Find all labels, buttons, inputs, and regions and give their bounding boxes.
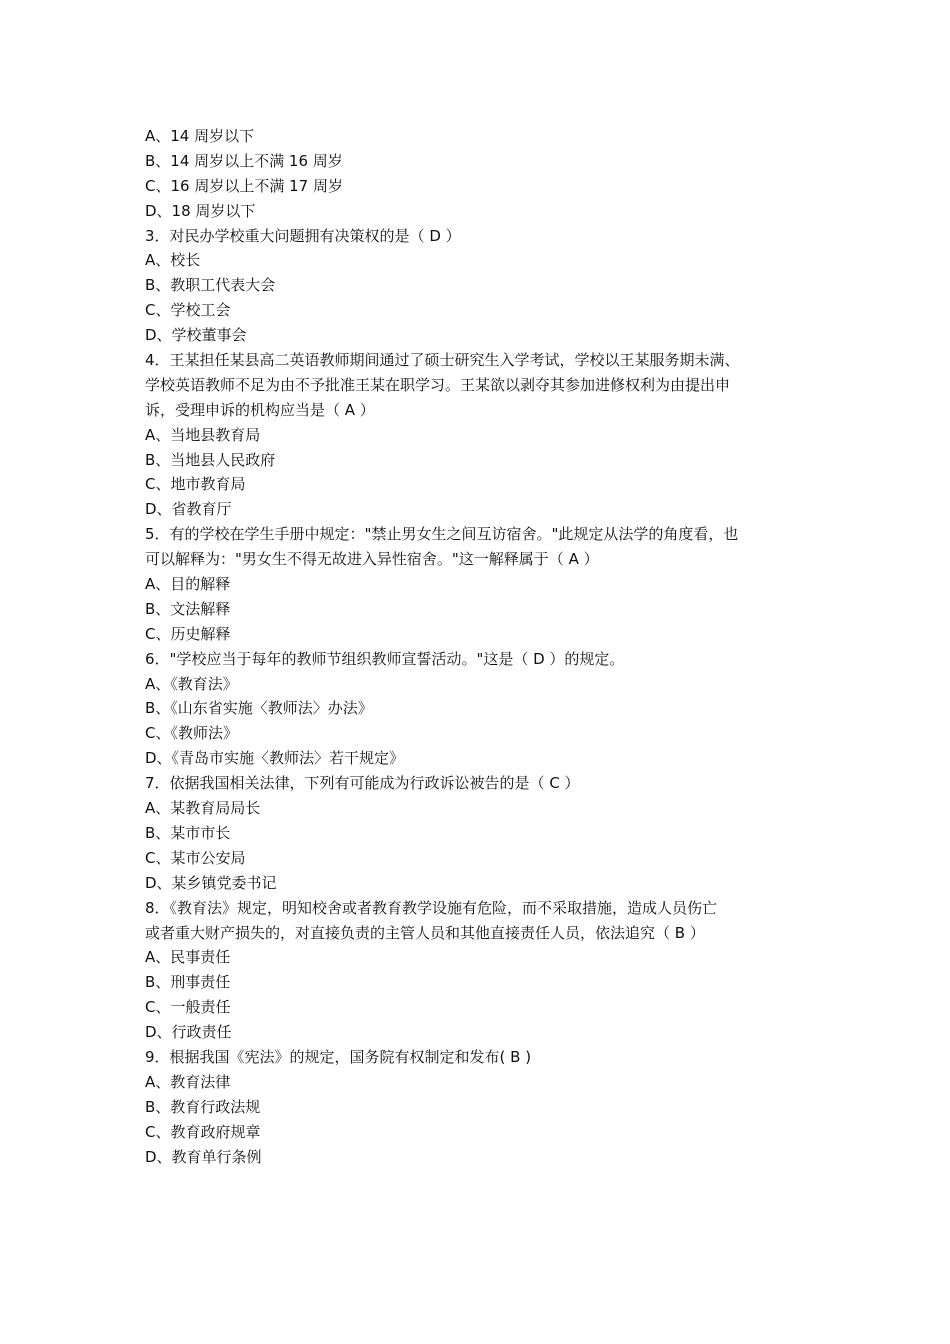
option-line: A、教育法律 <box>145 1072 231 1091</box>
question-4-line-2: 学校英语教师不足为由不予批准王某在职学习。王某欲以剥夺其参加进修权利为由提出申 <box>145 375 731 394</box>
option-line: C、一般责任 <box>145 998 231 1017</box>
option-line: B、刑事责任 <box>145 973 231 992</box>
option-line: C、某市公安局 <box>145 848 246 867</box>
option-line: B、教职工代表大会 <box>145 276 276 295</box>
question-5-line-2: 可以解释为："男女生不得无故进入异性宿舍。"这一解释属于（ A ） <box>145 550 599 569</box>
option-line: A、当地县教育局 <box>145 425 261 444</box>
option-line: D、学校董事会 <box>145 326 247 345</box>
option-line: D、行政责任 <box>145 1023 232 1042</box>
option-line: B、文法解释 <box>145 599 231 618</box>
question-6: 6．"学校应当于每年的教师节组织教师宣誓活动。"这是（ D ）的规定。 <box>145 649 625 668</box>
option-line: C、地市教育局 <box>145 475 246 494</box>
option-line: D、《青岛市实施〈教师法〉若干规定》 <box>145 749 405 768</box>
option-line: A、目的解释 <box>145 575 231 594</box>
question-8-line-2: 或者重大财产损失的，对直接负责的主管人员和其他直接责任人员，依法追究（ B ） <box>145 923 705 942</box>
option-line: A、校长 <box>145 251 201 270</box>
question-8-line-1: 8．《教育法》规定，明知校舍或者教育教学设施有危险，而不采取措施，造成人员伤亡 <box>145 898 718 917</box>
option-line: C、教育政府规章 <box>145 1122 261 1141</box>
option-line: A、某教育局局长 <box>145 799 261 818</box>
option-line: B、《山东省实施〈教师法〉办法》 <box>145 699 373 718</box>
option-line: B、教育行政法规 <box>145 1097 261 1116</box>
option-line: C、学校工会 <box>145 301 231 320</box>
option-line: D、某乡镇党委书记 <box>145 873 277 892</box>
option-line: A、14 周岁以下 <box>145 127 255 145</box>
option-line: B、14 周岁以上不满 16 周岁 <box>145 151 343 170</box>
option-line: D、省教育厅 <box>145 500 232 519</box>
option-line: C、《教师法》 <box>145 724 238 743</box>
option-line: D、18 周岁以下 <box>145 201 256 220</box>
question-5-line-1: 5．有的学校在学生手册中规定："禁止男女生之间互访宿舍。"此规定从法学的角度看，也 <box>145 525 739 544</box>
option-line: A、民事责任 <box>145 948 231 967</box>
option-line: B、某市市长 <box>145 823 231 842</box>
question-7: 7．依据我国相关法律，下列有可能成为行政诉讼被告的是（ C ） <box>145 774 580 793</box>
option-line: C、16 周岁以上不满 17 周岁 <box>145 176 343 195</box>
question-3: 3．对民办学校重大问题拥有决策权的是（ D ） <box>145 226 461 245</box>
question-4-line-3: 诉，受理申诉的机构应当是（ A ） <box>145 400 375 419</box>
document-page <box>145 124 810 1169</box>
question-9: 9．根据我国《宪法》的规定，国务院有权制定和发布( B ) <box>145 1047 532 1066</box>
option-line: C、历史解释 <box>145 624 231 643</box>
option-line: A、《教育法》 <box>145 674 238 693</box>
option-line: B、当地县人民政府 <box>145 450 276 469</box>
option-line: D、教育单行条例 <box>145 1147 262 1166</box>
question-4-line-1: 4．王某担任某县高二英语教师期间通过了硕士研究生入学考试，学校以王某服务期未满、 <box>145 351 740 370</box>
